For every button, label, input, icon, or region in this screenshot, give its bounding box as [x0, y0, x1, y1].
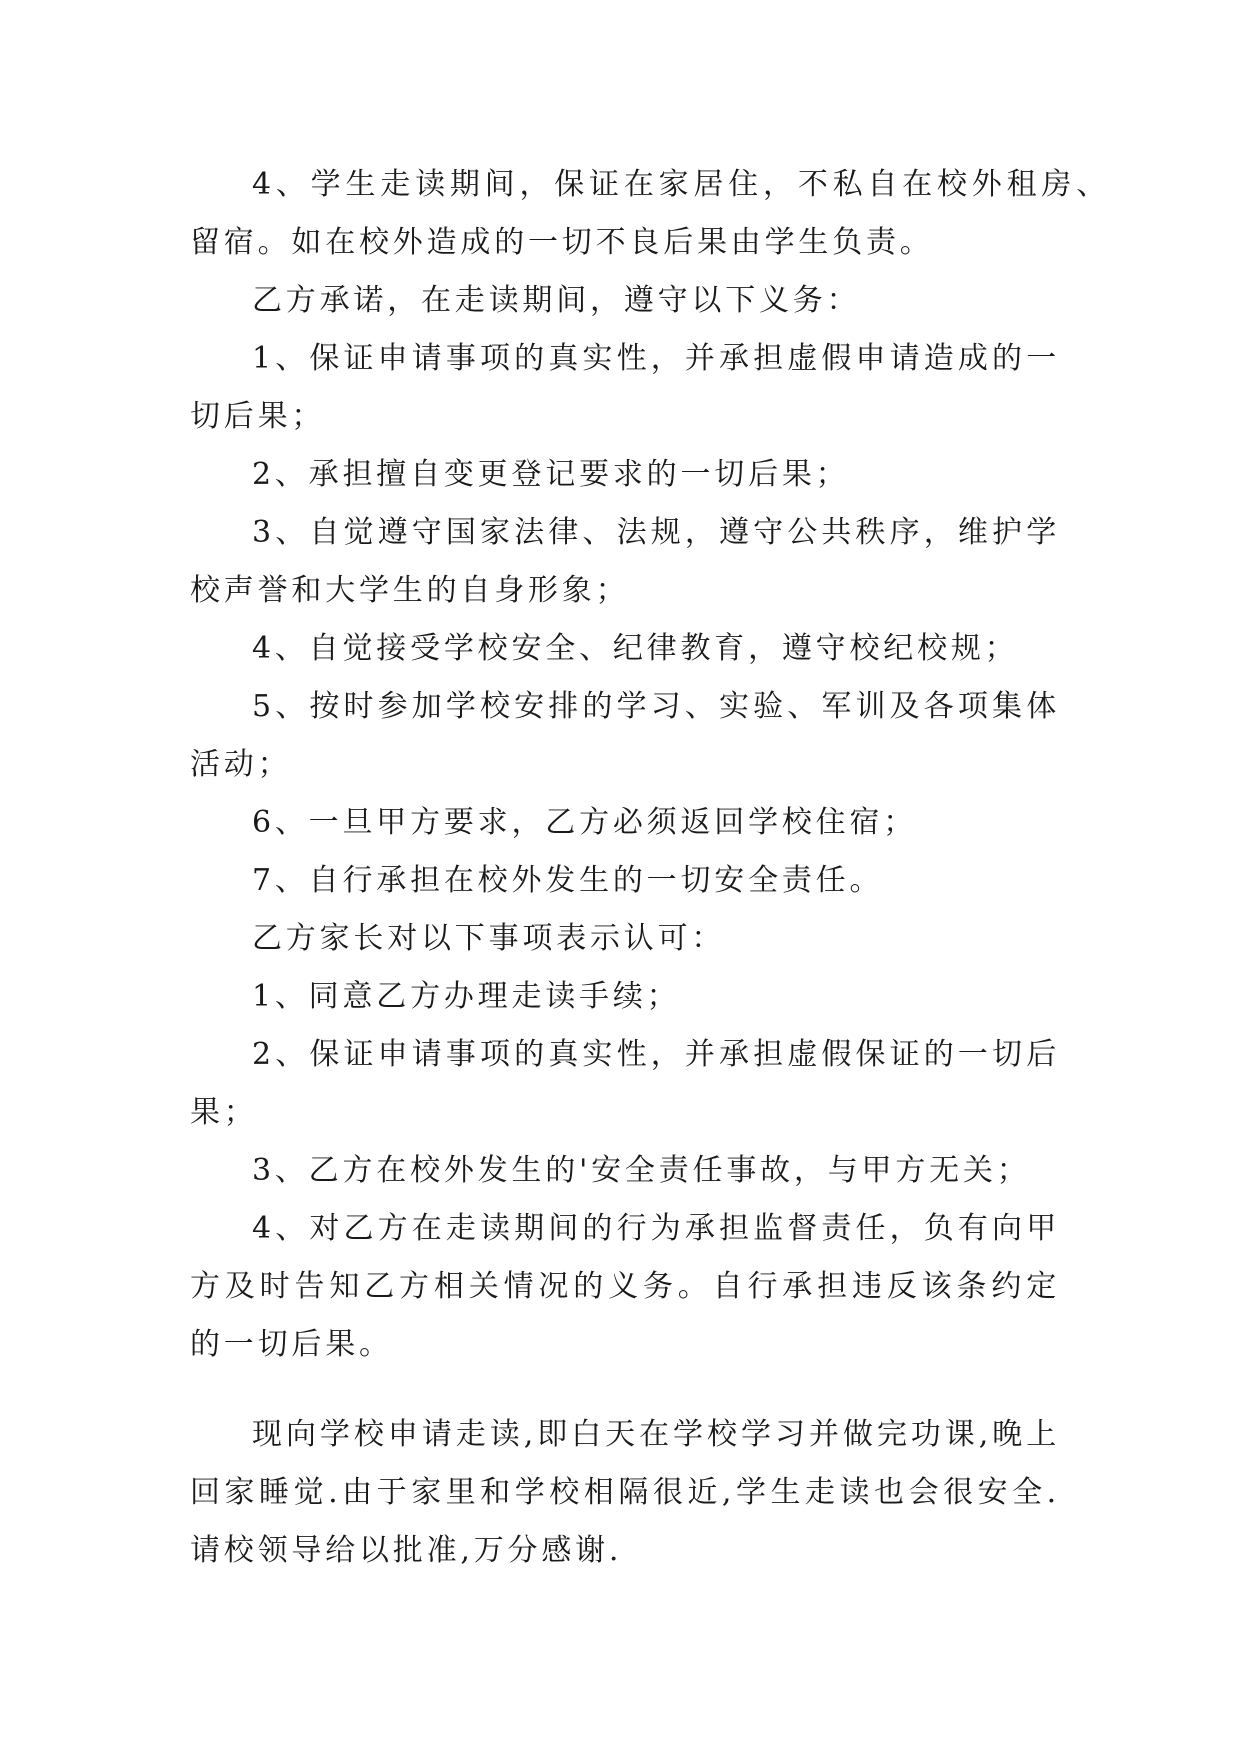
paragraph-clause-4-residence: 4、学生走读期间，保证在家居住，不私自在校外租房、留宿。如在校外造成的一切不良后果由学生负责。 [190, 167, 1110, 260]
paragraph-parent-4: 4、对乙方在走读期间的行为承担监督责任，负有向甲方及时告知乙方相关情况的义务。自行承担违反该条约定的一切后果。 [190, 1211, 1060, 1362]
paragraph-obligation-3: 3、自觉遵守国家法律、法规，遵守公共秩序，维护学校声誉和大学生的自身形象； [190, 515, 1060, 608]
document-body [190, 156, 1110, 1580]
paragraph-parent-2: 2、保证申请事项的真实性，并承担虚假保证的一切后果； [190, 1037, 1060, 1130]
paragraph-obligation-6: 6、一旦甲方要求，乙方必须返回学校住宿； [252, 805, 918, 840]
paragraph-parent-intro: 乙方家长对以下事项表示认可： [252, 921, 726, 956]
paragraph-application: 现向学校申请走读,即白天在学校学习并做完功课,晚上回家睡觉.由于家里和学校相隔很近,学生走读也会很安全.请校领导给以批准,万分感谢. [190, 1417, 1060, 1568]
paragraph-parent-3: 3、乙方在校外发生的'安全责任事故，与甲方无关； [252, 1153, 1031, 1188]
paragraph-obligation-7: 7、自行承担在校外发生的一切安全责任。 [252, 863, 884, 898]
paragraph-obligation-1: 1、保证申请事项的真实性，并承担虚假申请造成的一切后果； [190, 341, 1060, 434]
paragraph-obligation-5: 5、按时参加学校安排的学习、实验、军训及各项集体活动； [190, 689, 1060, 782]
paragraph-obligation-2: 2、承担擅自变更登记要求的一切后果； [252, 457, 850, 492]
paragraph-obligation-4: 4、自觉接受学校安全、纪律教育，遵守校纪校规； [252, 631, 1019, 666]
paragraph-parent-1: 1、同意乙方办理走读手续； [252, 979, 681, 1014]
paragraph-obligations-intro: 乙方承诺，在走读期间，遵守以下义务： [252, 283, 861, 318]
